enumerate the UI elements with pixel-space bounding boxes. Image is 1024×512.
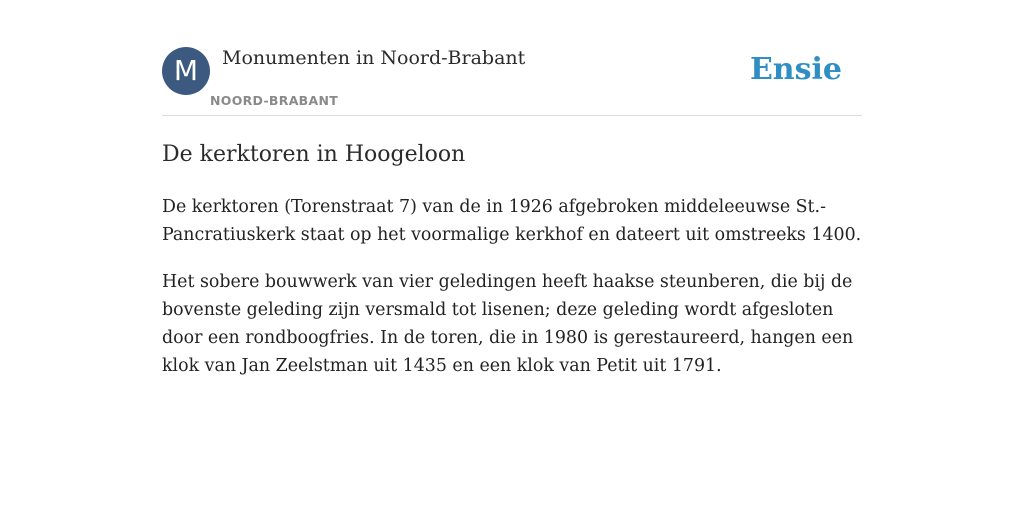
article-paragraph: De kerktoren (Torenstraat 7) van de in 1926 afgebroken middeleeuwse St.-Pancratiuskerk staat op het voormalige kerkhof en dateert uit omstreeks 1400.	[162, 197, 862, 245]
avatar[interactable]: M	[162, 47, 210, 95]
region-label[interactable]: NOORD-BRABANT	[210, 93, 339, 108]
ensie-logo[interactable]: Ensie	[749, 52, 842, 87]
collection-title[interactable]: Monumenten in Noord-Brabant	[222, 47, 526, 69]
article-paragraph: Het sobere bouwwerk van vier geledingen heeft haakse steunberen, die bij de bovenste geleding zijn versmald tot lisenen; deze geleding wordt afgesloten door een rondboogfries. In de toren, die in 1980 is gerestaureerd, hangen een klok van Jan Zeelstman uit 1435 en een klok van Petit uit 1791.	[162, 272, 854, 376]
content-container	[162, 46, 862, 380]
article-title: De kerktoren in Hoogeloon	[162, 142, 466, 167]
header	[162, 46, 862, 116]
